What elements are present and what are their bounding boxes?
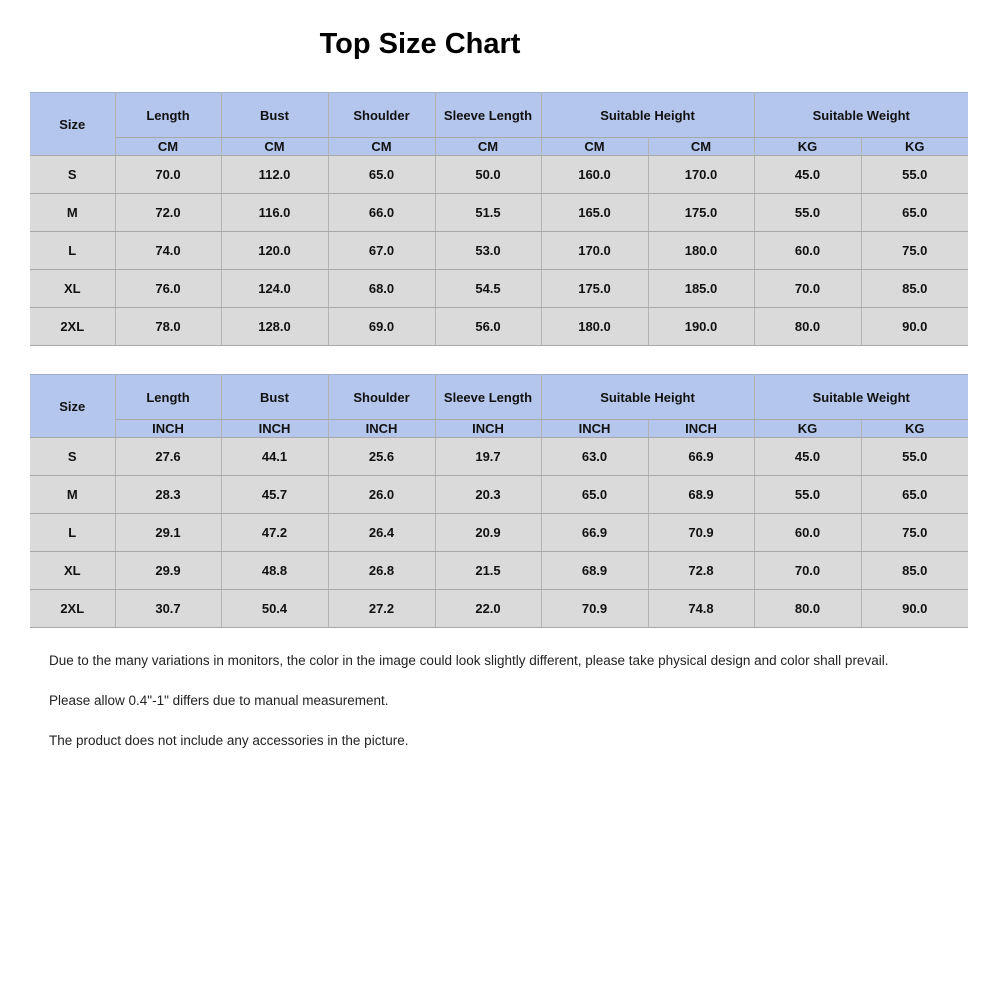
measurement-cell: 27.6: [115, 438, 221, 476]
table-row: [30, 590, 968, 628]
unit-cell: KG: [861, 138, 968, 156]
unit-cell: KG: [754, 138, 861, 156]
measurement-cell: 190.0: [648, 308, 754, 346]
measurement-cell: 45.0: [754, 438, 861, 476]
size-cell: S: [30, 156, 115, 194]
measurement-cell: 20.9: [435, 514, 541, 552]
header-row: [30, 375, 968, 420]
unit-cell: CM: [541, 138, 648, 156]
unit-cell: CM: [648, 138, 754, 156]
column-header: Shoulder: [328, 93, 435, 138]
measurement-cell: 22.0: [435, 590, 541, 628]
column-header: Shoulder: [328, 375, 435, 420]
measurement-cell: 55.0: [754, 476, 861, 514]
size-cell: M: [30, 476, 115, 514]
measurement-cell: 160.0: [541, 156, 648, 194]
note-accessories: The product does not include any accessories in the picture.: [49, 733, 409, 748]
measurement-cell: 68.9: [541, 552, 648, 590]
measurement-cell: 90.0: [861, 308, 968, 346]
measurement-cell: 45.7: [221, 476, 328, 514]
measurement-cell: 70.9: [541, 590, 648, 628]
measurement-cell: 70.9: [648, 514, 754, 552]
measurement-cell: 50.4: [221, 590, 328, 628]
measurement-cell: 76.0: [115, 270, 221, 308]
measurement-cell: 124.0: [221, 270, 328, 308]
column-header: Sleeve Length: [435, 93, 541, 138]
measurement-cell: 27.2: [328, 590, 435, 628]
size-cell: 2XL: [30, 308, 115, 346]
unit-cell: INCH: [115, 420, 221, 438]
column-header: Suitable Height: [541, 93, 754, 138]
measurement-cell: 66.9: [541, 514, 648, 552]
column-header: Length: [115, 93, 221, 138]
measurement-cell: 112.0: [221, 156, 328, 194]
measurement-cell: 26.4: [328, 514, 435, 552]
table-row: [30, 552, 968, 590]
unit-cell: INCH: [328, 420, 435, 438]
measurement-cell: 53.0: [435, 232, 541, 270]
size-cell: 2XL: [30, 590, 115, 628]
measurement-cell: 28.3: [115, 476, 221, 514]
measurement-cell: 175.0: [541, 270, 648, 308]
measurement-cell: 85.0: [861, 270, 968, 308]
measurement-cell: 66.9: [648, 438, 754, 476]
measurement-cell: 69.0: [328, 308, 435, 346]
measurement-cell: 45.0: [754, 156, 861, 194]
measurement-cell: 68.0: [328, 270, 435, 308]
column-header: Bust: [221, 93, 328, 138]
measurement-cell: 65.0: [541, 476, 648, 514]
note-monitor-color: Due to the many variations in monitors, the color in the image could look slightly different, please take physical design and color shall prevail.: [49, 653, 889, 668]
unit-cell: CM: [328, 138, 435, 156]
note-measurement: Please allow 0.4"-1" differs due to manual measurement.: [49, 693, 389, 708]
measurement-cell: 44.1: [221, 438, 328, 476]
measurement-cell: 30.7: [115, 590, 221, 628]
measurement-cell: 80.0: [754, 590, 861, 628]
measurement-cell: 165.0: [541, 194, 648, 232]
size-cell: XL: [30, 270, 115, 308]
measurement-cell: 74.8: [648, 590, 754, 628]
measurement-cell: 19.7: [435, 438, 541, 476]
measurement-cell: 65.0: [861, 476, 968, 514]
unit-cell: KG: [861, 420, 968, 438]
size-cell: S: [30, 438, 115, 476]
measurement-cell: 67.0: [328, 232, 435, 270]
measurement-cell: 128.0: [221, 308, 328, 346]
column-header: Size: [30, 375, 115, 438]
measurement-cell: 65.0: [328, 156, 435, 194]
table-row: [30, 308, 968, 346]
unit-row: [30, 420, 968, 438]
measurement-cell: 116.0: [221, 194, 328, 232]
table-row: [30, 514, 968, 552]
column-header: Length: [115, 375, 221, 420]
measurement-cell: 180.0: [648, 232, 754, 270]
unit-cell: CM: [435, 138, 541, 156]
unit-cell: INCH: [435, 420, 541, 438]
measurement-cell: 29.9: [115, 552, 221, 590]
measurement-cell: 78.0: [115, 308, 221, 346]
measurement-cell: 120.0: [221, 232, 328, 270]
measurement-cell: 85.0: [861, 552, 968, 590]
measurement-cell: 26.8: [328, 552, 435, 590]
measurement-cell: 70.0: [754, 552, 861, 590]
measurement-cell: 51.5: [435, 194, 541, 232]
measurement-cell: 60.0: [754, 232, 861, 270]
size-table-inch: [30, 374, 968, 628]
column-header: Suitable Weight: [754, 375, 968, 420]
column-header: Sleeve Length: [435, 375, 541, 420]
measurement-cell: 175.0: [648, 194, 754, 232]
header-row: [30, 93, 968, 138]
unit-row: [30, 138, 968, 156]
size-cell: XL: [30, 552, 115, 590]
measurement-cell: 66.0: [328, 194, 435, 232]
measurement-cell: 70.0: [754, 270, 861, 308]
measurement-cell: 20.3: [435, 476, 541, 514]
notes-section: [49, 653, 979, 773]
measurement-cell: 70.0: [115, 156, 221, 194]
size-cell: L: [30, 232, 115, 270]
table-row: [30, 438, 968, 476]
column-header: Bust: [221, 375, 328, 420]
measurement-cell: 72.0: [115, 194, 221, 232]
measurement-cell: 25.6: [328, 438, 435, 476]
measurement-cell: 26.0: [328, 476, 435, 514]
size-cell: L: [30, 514, 115, 552]
measurement-cell: 56.0: [435, 308, 541, 346]
unit-cell: INCH: [648, 420, 754, 438]
measurement-cell: 170.0: [541, 232, 648, 270]
size-table-cm: [30, 92, 968, 346]
measurement-cell: 185.0: [648, 270, 754, 308]
table-row: [30, 194, 968, 232]
measurement-cell: 65.0: [861, 194, 968, 232]
unit-cell: CM: [221, 138, 328, 156]
unit-cell: CM: [115, 138, 221, 156]
unit-cell: KG: [754, 420, 861, 438]
column-header: Suitable Weight: [754, 93, 968, 138]
measurement-cell: 60.0: [754, 514, 861, 552]
measurement-cell: 47.2: [221, 514, 328, 552]
unit-cell: INCH: [541, 420, 648, 438]
measurement-cell: 75.0: [861, 232, 968, 270]
page-title: Top Size Chart: [319, 28, 521, 60]
measurement-cell: 55.0: [861, 438, 968, 476]
measurement-cell: 29.1: [115, 514, 221, 552]
measurement-cell: 68.9: [648, 476, 754, 514]
column-header: Suitable Height: [541, 375, 754, 420]
measurement-cell: 63.0: [541, 438, 648, 476]
unit-cell: INCH: [221, 420, 328, 438]
measurement-cell: 180.0: [541, 308, 648, 346]
measurement-cell: 55.0: [754, 194, 861, 232]
measurement-cell: 72.8: [648, 552, 754, 590]
measurement-cell: 54.5: [435, 270, 541, 308]
size-cell: M: [30, 194, 115, 232]
table-row: [30, 476, 968, 514]
measurement-cell: 90.0: [861, 590, 968, 628]
column-header: Size: [30, 93, 115, 156]
measurement-cell: 80.0: [754, 308, 861, 346]
measurement-cell: 55.0: [861, 156, 968, 194]
measurement-cell: 48.8: [221, 552, 328, 590]
measurement-cell: 170.0: [648, 156, 754, 194]
table-row: [30, 156, 968, 194]
table-row: [30, 270, 968, 308]
measurement-cell: 74.0: [115, 232, 221, 270]
measurement-cell: 75.0: [861, 514, 968, 552]
table-row: [30, 232, 968, 270]
measurement-cell: 21.5: [435, 552, 541, 590]
measurement-cell: 50.0: [435, 156, 541, 194]
